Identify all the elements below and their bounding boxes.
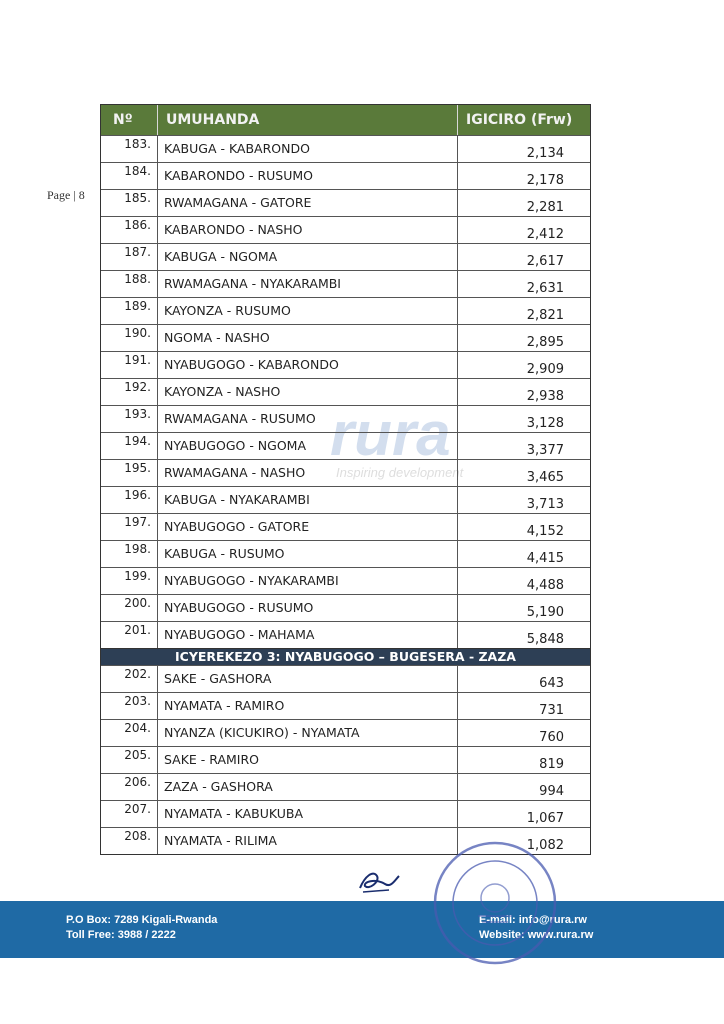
row-number: 201. — [101, 622, 158, 648]
page-number: Page | 8 — [47, 188, 85, 202]
row-number: 187. — [101, 244, 158, 270]
table-row — [101, 378, 590, 405]
row-number: 183. — [101, 136, 158, 162]
row-route: NYABUGOGO - NGOMA — [158, 433, 458, 459]
row-price: 4,415 — [526, 551, 564, 566]
row-number: 206. — [101, 774, 158, 800]
row-route: NYABUGOGO - MAHAMA — [158, 622, 458, 648]
row-price: 1,082 — [526, 838, 564, 853]
row-price: 3,713 — [526, 497, 564, 512]
row-route: RWAMAGANA - NYAKARAMBI — [158, 271, 458, 297]
row-number: 194. — [101, 433, 158, 459]
row-number: 185. — [101, 190, 158, 216]
row-price: 994 — [539, 784, 564, 799]
signature — [355, 866, 405, 896]
row-price: 819 — [539, 757, 564, 772]
row-price: 760 — [539, 730, 564, 745]
footer-po-box: P.O Box: 7289 Kigali-Rwanda — [66, 914, 218, 926]
row-price: 643 — [539, 676, 564, 691]
row-route: KAYONZA - RUSUMO — [158, 298, 458, 324]
row-price: 5,848 — [526, 632, 564, 647]
row-price: 2,617 — [526, 254, 564, 269]
row-price: 2,134 — [526, 146, 564, 161]
row-price: 2,821 — [526, 308, 564, 323]
row-route: NYABUGOGO - RUSUMO — [158, 595, 458, 621]
row-price: 731 — [539, 703, 564, 718]
row-route: ZAZA - GASHORA — [158, 774, 458, 800]
table-row — [101, 746, 590, 773]
row-route: NYABUGOGO - KABARONDO — [158, 352, 458, 378]
section-title: ICYEREKEZO 3: NYABUGOGO – BUGESERA - ZAZA — [101, 648, 590, 665]
row-route: KAYONZA - NASHO — [158, 379, 458, 405]
table-row — [101, 486, 590, 513]
row-number: 193. — [101, 406, 158, 432]
row-number: 184. — [101, 163, 158, 189]
table-header — [101, 105, 590, 135]
row-route: NYABUGOGO - GATORE — [158, 514, 458, 540]
row-price: 2,909 — [526, 362, 564, 377]
row-route: RWAMAGANA - NASHO — [158, 460, 458, 486]
table-row — [101, 243, 590, 270]
row-number: 197. — [101, 514, 158, 540]
row-price: 4,488 — [526, 578, 564, 593]
table-row — [101, 459, 590, 486]
row-route: KABUGA - NYAKARAMBI — [158, 487, 458, 513]
row-price: 2,281 — [526, 200, 564, 215]
rura-watermark-logo: rura Inspiring development — [330, 400, 464, 480]
row-number: 191. — [101, 352, 158, 378]
row-route: NYAMATA - RAMIRO — [158, 693, 458, 719]
row-number: 192. — [101, 379, 158, 405]
row-route: KABUGA - NGOMA — [158, 244, 458, 270]
row-route: KABUGA - RUSUMO — [158, 541, 458, 567]
table-row — [101, 135, 590, 162]
header-number: Nº — [101, 105, 158, 135]
table-row — [101, 432, 590, 459]
table-row — [101, 692, 590, 719]
row-number: 189. — [101, 298, 158, 324]
row-price: 4,152 — [526, 524, 564, 539]
table-row — [101, 297, 590, 324]
row-price: 5,190 — [526, 605, 564, 620]
row-price: 2,412 — [526, 227, 564, 242]
table-row — [101, 270, 590, 297]
footer-website: Website: www.rura.rw — [479, 929, 594, 941]
row-price: 3,465 — [526, 470, 564, 485]
table-row — [101, 567, 590, 594]
row-price: 2,938 — [526, 389, 564, 404]
row-route: NYABUGOGO - NYAKARAMBI — [158, 568, 458, 594]
row-number: 207. — [101, 801, 158, 827]
table-row — [101, 351, 590, 378]
row-number: 195. — [101, 460, 158, 486]
row-price: 3,128 — [526, 416, 564, 431]
header-route: UMUHANDA — [158, 105, 458, 135]
table-body-direction-2 — [101, 135, 590, 648]
table-row — [101, 719, 590, 746]
row-number: 204. — [101, 720, 158, 746]
row-route: KABUGA - KABARONDO — [158, 136, 458, 162]
table-row — [101, 189, 590, 216]
row-number: 208. — [101, 828, 158, 854]
table-row — [101, 324, 590, 351]
row-route: NYAMATA - RILIMA — [158, 828, 458, 854]
footer-contact — [66, 913, 217, 943]
table-row — [101, 621, 590, 648]
row-number: 196. — [101, 487, 158, 513]
row-number: 190. — [101, 325, 158, 351]
row-number: 199. — [101, 568, 158, 594]
row-price: 1,067 — [526, 811, 564, 826]
table-row — [101, 773, 590, 800]
row-number: 205. — [101, 747, 158, 773]
table-row — [101, 405, 590, 432]
row-number: 202. — [101, 666, 158, 692]
row-route: KABARONDO - NASHO — [158, 217, 458, 243]
table-row — [101, 594, 590, 621]
footer-email: E-mail: info@rura.rw — [479, 914, 587, 926]
row-route: SAKE - RAMIRO — [158, 747, 458, 773]
row-number: 188. — [101, 271, 158, 297]
table-row — [101, 800, 590, 827]
row-price: 3,377 — [526, 443, 564, 458]
row-route: SAKE - GASHORA — [158, 666, 458, 692]
row-route: NGOMA - NASHO — [158, 325, 458, 351]
header-price: IGICIRO (Frw) — [466, 112, 573, 128]
row-price: 2,178 — [526, 173, 564, 188]
row-route: RWAMAGANA - RUSUMO — [158, 406, 458, 432]
row-number: 198. — [101, 541, 158, 567]
fare-table — [100, 104, 591, 855]
row-price: 2,895 — [526, 335, 564, 350]
row-number: 186. — [101, 217, 158, 243]
row-number: 203. — [101, 693, 158, 719]
row-route: NYAMATA - KABUKUBA — [158, 801, 458, 827]
row-route: RWAMAGANA - GATORE — [158, 190, 458, 216]
row-price: 2,631 — [526, 281, 564, 296]
table-row — [101, 665, 590, 692]
page-footer — [0, 901, 724, 958]
row-route: KABARONDO - RUSUMO — [158, 163, 458, 189]
table-body-direction-3 — [101, 665, 590, 854]
row-number: 200. — [101, 595, 158, 621]
table-row — [101, 540, 590, 567]
table-row — [101, 216, 590, 243]
row-route: NYANZA (KICUKIRO) - NYAMATA — [158, 720, 458, 746]
official-stamp-seal — [430, 838, 560, 968]
footer-toll-free: Toll Free: 3988 / 2222 — [66, 929, 176, 941]
table-row — [101, 513, 590, 540]
table-row — [101, 162, 590, 189]
